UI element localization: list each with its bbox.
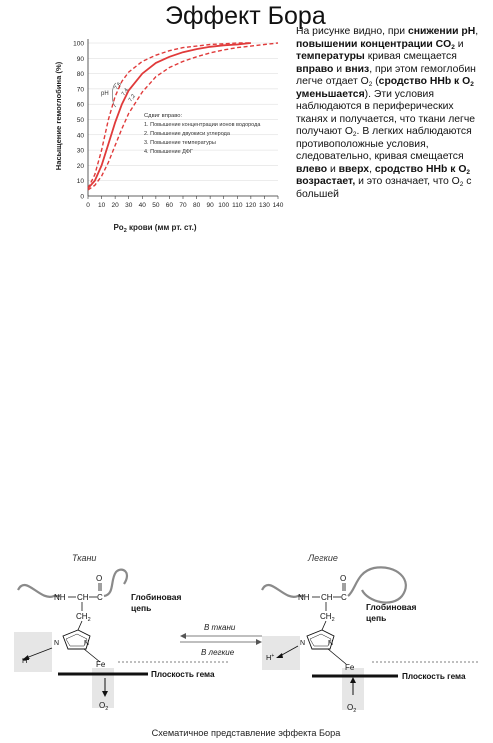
paragraph-run: ). Эти условия наблюдаются в периферических тканях и получается, что ткани легче получают O	[296, 88, 476, 137]
paragraph-run: и	[454, 38, 464, 50]
shift-item: 2. Повышение двуокиси углерода	[144, 131, 230, 137]
paragraph-run: ,	[475, 26, 479, 37]
heme-plane-label-right: Плоскость гема	[402, 672, 466, 681]
fe-label-left: Fe	[96, 660, 106, 669]
tissues-label: Ткани	[72, 553, 97, 563]
globin-chain-left-loop	[104, 570, 127, 596]
chart-annotation	[101, 81, 261, 155]
o-label-right: O	[340, 574, 347, 583]
shift-item: 4. Повышение ДФГ	[144, 149, 193, 155]
paragraph-run: сродство HHb к O	[374, 163, 467, 175]
x-tick-label: 90	[206, 202, 214, 209]
n-label-left-1: N	[54, 640, 60, 647]
paragraph-run: вверх	[338, 163, 370, 175]
x-tick-label: 120	[245, 202, 257, 209]
n-label-right-2: N	[328, 640, 334, 647]
paragraph-run: снижении pH	[407, 26, 476, 37]
paragraph-run: На рисунке видно, при	[296, 26, 408, 37]
ph-label: pH	[101, 91, 109, 97]
shift-heading: Сдвиг вправо:	[144, 113, 183, 119]
paragraph-run: ,	[369, 163, 375, 175]
globin-chain-label-right-2: цепь	[366, 613, 387, 623]
to-lungs-label: В легкие	[201, 648, 235, 657]
paragraph-run: повышении концентрации CO	[296, 38, 452, 50]
x-tick-label: 50	[152, 202, 160, 209]
x-tick-label: 140	[272, 202, 284, 209]
shaded-box-left	[14, 632, 52, 672]
c-label: C	[97, 593, 103, 602]
y-tick-label: 60	[76, 101, 84, 109]
paragraph-run: с большей	[296, 176, 472, 200]
x-tick-label: 40	[138, 202, 146, 209]
o2-label-right: $O_2$	[347, 703, 357, 714]
n-label-right-1: N	[300, 640, 306, 647]
paragraph-run: 2	[352, 131, 357, 138]
h-ion-label-left: H+	[22, 656, 31, 665]
x-tick-label: 80	[192, 202, 201, 209]
y-tick-label: 20	[76, 162, 84, 170]
lungs-label: Легкие	[308, 553, 338, 563]
x-tick-label: 60	[165, 202, 174, 209]
ph-value-label: 7,4	[120, 87, 131, 98]
y-tick-label: 40	[76, 132, 84, 140]
x-tick-label: 30	[125, 202, 133, 209]
globin-chain-right-loop	[348, 567, 406, 602]
paragraph-run: влево	[296, 163, 328, 175]
paragraph-run: возрастает,	[296, 176, 356, 187]
paragraph-run: и это означает, что O	[355, 176, 460, 187]
o2-label-left: $O_2$	[99, 701, 109, 712]
paragraph-run: 2	[470, 81, 474, 88]
y-tick-label: 80	[76, 71, 84, 79]
c-label-right: C	[341, 593, 347, 602]
paragraph-run: температуры	[296, 51, 365, 62]
paragraph-run: и	[327, 163, 339, 175]
paragraph-run: (	[372, 76, 379, 87]
chart-y-axis-label: Насыщение гемоглобина (%)	[54, 61, 63, 171]
x-tick-label: 20	[111, 202, 119, 209]
paragraph-run: вниз	[344, 63, 370, 75]
y-tick-label: 50	[76, 117, 84, 124]
nh-label-right: NH	[298, 593, 310, 602]
paragraph-run: , при этом гемоглобин легче отдает O	[296, 63, 476, 87]
globin-chain-label-left-2: цепь	[131, 603, 152, 613]
ph-value-label: 7,6	[113, 81, 124, 92]
globin-chain-label-right-1: Глобиновая	[366, 602, 417, 612]
o-label: O	[96, 574, 103, 583]
shift-item: 3. Повышение температуры	[144, 140, 216, 146]
chart-series	[88, 43, 278, 190]
y-tick-label: 0	[80, 193, 84, 201]
x-tick-label: 130	[258, 202, 270, 209]
page-title: Эффект Бора	[165, 2, 326, 30]
ph-value-label: 7,2	[127, 93, 138, 104]
ch-label-right: CH	[321, 593, 333, 602]
paragraph-run: кривая смещается	[364, 51, 457, 62]
paragraph-run: и	[333, 63, 345, 75]
paragraph-run: . В легких наблюдаются противоположные условия, следовательно, кривая смещается	[296, 126, 472, 162]
paragraph-run: 2	[466, 168, 471, 176]
x-tick-label: 110	[232, 202, 243, 209]
y-tick-label: 30	[76, 147, 84, 155]
x-tick-label: 0	[86, 202, 90, 209]
ch-label: CH	[77, 593, 89, 602]
ch2-label-left: $CH_2$	[76, 612, 91, 623]
diagram-caption: Схематичное представление эффекта Бора	[151, 728, 341, 738]
y-tick-label: 100	[73, 40, 84, 48]
n-label-left-2: N	[84, 640, 90, 647]
paragraph-run: 2	[451, 43, 455, 51]
x-tick-label: 100	[218, 202, 230, 209]
paragraph-run: вправо	[296, 63, 334, 75]
y-tick-label: 10	[76, 178, 84, 186]
globin-chain-label-left-1: Глобиновая	[131, 592, 182, 602]
bohr-scheme-diagram	[0, 550, 493, 743]
x-tick-label: 10	[97, 202, 106, 209]
explanation-paragraph	[296, 26, 486, 201]
paragraph-run: 2	[368, 81, 373, 88]
shift-item: 1. Повышение концентрации ионов водорода	[144, 122, 261, 128]
ch2-label-right: $CH_2$	[320, 612, 335, 623]
nh-label: NH	[54, 593, 66, 602]
y-tick-label: 90	[76, 55, 84, 63]
heme-plane-label-left: Плоскость гема	[151, 670, 215, 679]
paragraph-run: уменьшается	[296, 88, 365, 100]
x-tick-label: 70	[179, 202, 187, 209]
y-tick-label: 70	[76, 86, 84, 94]
chart-x-axis-label: $Po_2$ крови (мм рт. ст.)	[113, 223, 197, 234]
to-tissues-label: В ткани	[204, 623, 236, 632]
h-ion-label-right: H+	[266, 653, 275, 662]
paragraph-run: 2	[459, 181, 464, 188]
paragraph-run: сродство HHb к O	[378, 76, 471, 87]
oxygen-dissociation-chart	[50, 28, 285, 248]
fe-label-right: Fe	[345, 663, 355, 672]
